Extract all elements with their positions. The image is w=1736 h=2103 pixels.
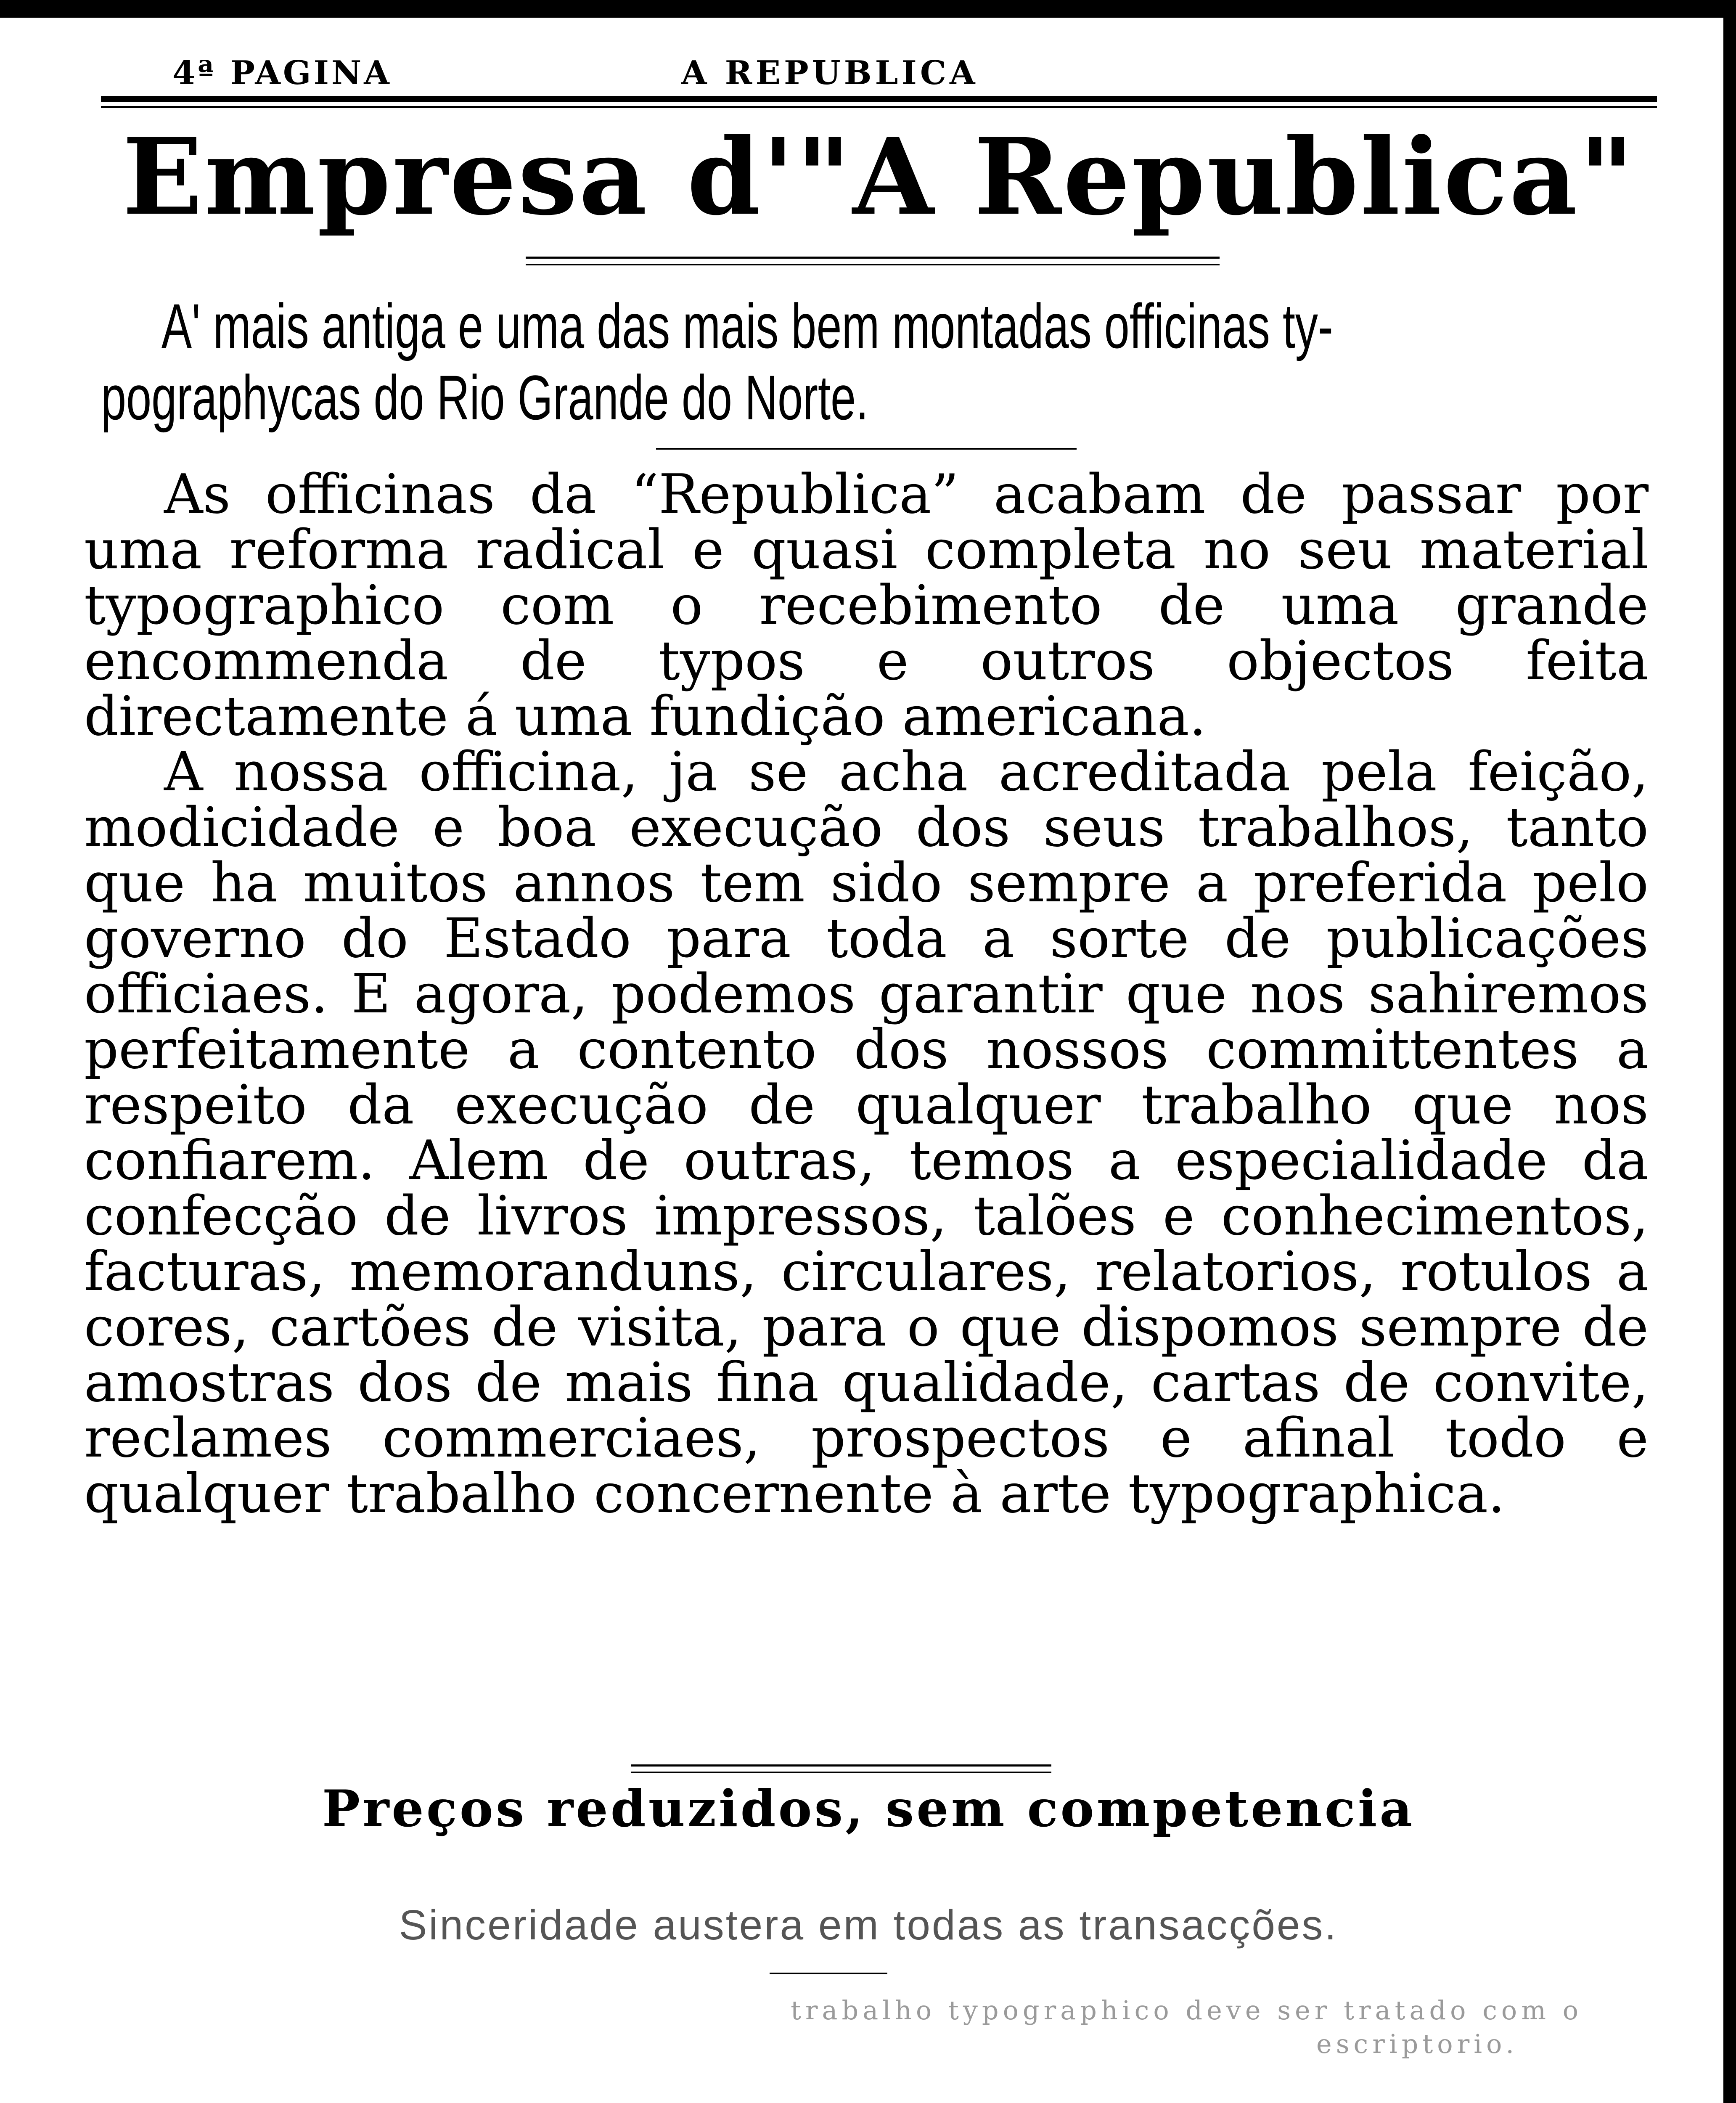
advert-title: Empresa d'"A Republica"	[122, 115, 1635, 238]
body-paragraph-2: A nossa officina, ja se acha acreditada pela feição, modicidade e boa execução dos seus trabalhos, tanto que ha muitos annos tem sido sempre a preferida pelo governo do Estado para toda a sorte de publicações officiaes. E agora, podemos garantir que nos sahiremos perfeitamente a contento dos nossos committentes a respeito da execução de qualquer trabalho que nos confiarem. Alem de outras, temos a especialidade da confecção de livros impressos, talões e conhecimentos, facturas, memoranduns, circulares, relatorios, rotulos a cores, cartões de visita, para o que dispomos sempre de amostras dos de mais fina qualidade, cartas de convite, reclames commerciaes, prospectos e afinal todo e qualquer trabalho concernente à arte typographica.	[84, 741, 1649, 1525]
header-rule-thin	[101, 106, 1657, 108]
sincerity-divider	[770, 1973, 887, 1974]
lead-text	[101, 290, 1651, 433]
faded-text	[76, 1994, 1657, 2086]
top-border	[0, 0, 1736, 18]
lead-divider	[656, 448, 1077, 450]
lead-line-1: A' mais antiga e uma das mais bem montadas officinas ty-	[161, 291, 1333, 361]
page-number: 4ª PAGINA	[172, 54, 392, 92]
body-divider-thin	[631, 1772, 1051, 1773]
prices-line: Preços reduzidos, sem competencia	[322, 1779, 1415, 1838]
title-underline-thin	[526, 264, 1220, 265]
faded-line-2: escriptorio.	[1316, 2029, 1519, 2059]
body-text	[84, 463, 1649, 1762]
sincerity-line: Sinceridade austera em todas as transacções.	[399, 1902, 1338, 1949]
body-paragraph-1: As officinas da “Republica” acabam de passar por uma reforma radical e quasi completa no seu material typographico com o recebimento de uma grande encommenda de typos e outros objectos feita directamente á uma fundição americana.	[84, 463, 1649, 748]
title-underline	[526, 257, 1220, 259]
faded-line-1: trabalho typographico deve ser tratado com o	[791, 1995, 1583, 2026]
newspaper-name: A REPUBLICA	[681, 54, 979, 92]
right-border	[1723, 0, 1736, 2103]
body-divider	[631, 1764, 1051, 1767]
header-rule	[101, 96, 1657, 102]
lead-line-2: pographycas do Rio Grande do Norte.	[101, 362, 869, 433]
page-header	[139, 50, 1653, 97]
